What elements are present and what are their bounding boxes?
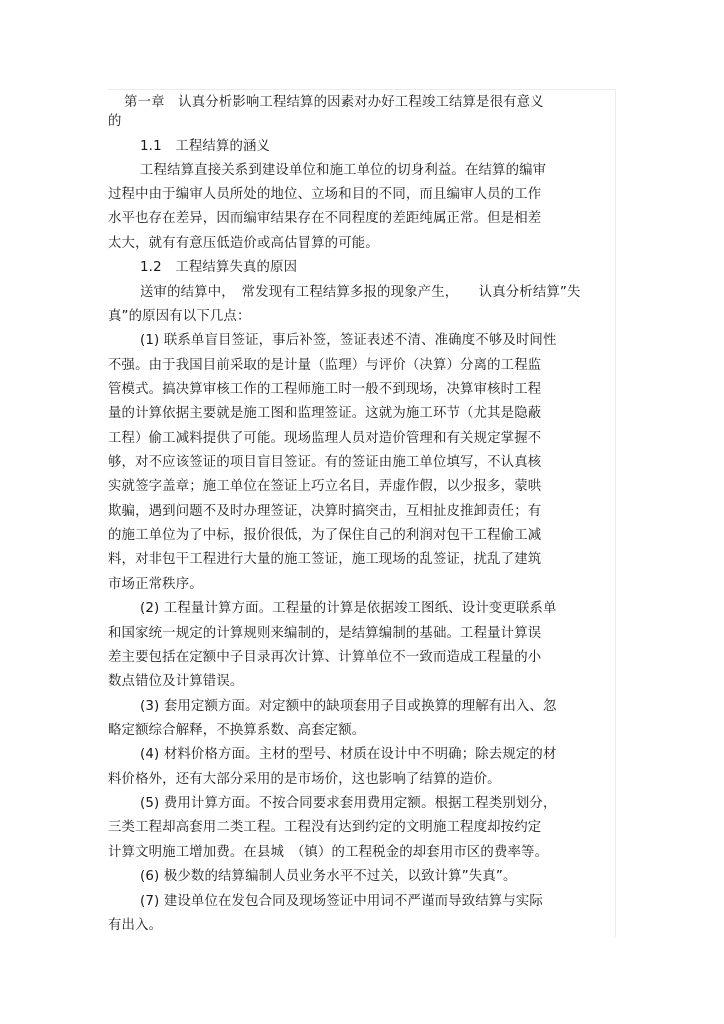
- list-item-line: 够，对不应该签证的项目盲目签证。有的签证由施工单位填写，不认真核: [108, 455, 542, 470]
- paragraph-line: 工程结算直接关系到建设单位和施工单位的切身利益。在结算的编审: [140, 163, 547, 178]
- list-item-line: 量的计算依据主要就是施工图和监理签证。这就为施工环节（尤其是隐蔽: [108, 406, 542, 421]
- list-item-line: (1) 联系单盲目签证，事后补签，签证表述不清、准确度不够及时间性: [140, 333, 557, 348]
- chapter-title-continued: 的: [108, 114, 122, 129]
- paragraph-line: 真”的原因有以下几点：: [108, 309, 251, 324]
- list-item-line: 的施工单位为了中标，报价很低，为了保住自己的利润对包干工程偷工减: [108, 528, 542, 543]
- list-item-line: 计算文明施工增加费。在县城 （镇）的工程税金的却套用市区的费率等。: [108, 845, 549, 860]
- list-item-line: 市场正常秩序。: [108, 577, 203, 592]
- page-right-rule: [615, 89, 616, 937]
- list-item-line: (4) 材料价格方面。主材的型号、材质在设计中不明确；除去规定的材: [140, 747, 557, 762]
- chapter-title: 第一章 认真分析影响工程结算的因素对办好工程竣工结算是很有意义: [124, 95, 544, 110]
- page-top-rule: [108, 89, 616, 90]
- list-item-line: (2) 工程量计算方面。工程量的计算是依据竣工图纸、设计变更联系单: [140, 601, 557, 616]
- paragraph-line: 水平也存在差异，因而编审结果存在不同程度的差距纯属正常。但是相差: [108, 211, 542, 226]
- list-item-line: 料，对非包干工程进行大量的施工签证，施工现场的乱签证，扰乱了建筑: [108, 552, 542, 567]
- list-item-line: 实就签字盖章；施工单位在签证上巧立名目，弄虚作假，以少报多，蒙哄: [108, 479, 542, 494]
- list-item-line: 料价格外，还有大部分采用的是市场价，这也影响了结算的造价。: [108, 772, 501, 787]
- section-heading-1-1: 1.1 工程结算的涵义: [140, 139, 271, 154]
- list-item-line: 数点错位及计算错误。: [108, 674, 244, 689]
- list-item-line: 欺骗，遇到问题不及时办理签证，决算时搞突击，互相扯皮推卸责任；有: [108, 504, 542, 519]
- list-item-line: 工程）偷工减料提供了可能。现场监理人员对造价管理和有关规定掌握不: [108, 431, 542, 446]
- list-item-line: 略定额综合解释，不换算系数、高套定额。: [108, 723, 366, 738]
- list-item-line: (6) 极少数的结算编制人员业务水平不过关，以致计算”失真”。: [140, 869, 517, 884]
- list-item-line: 不强。由于我国目前采取的是计量（监理）与评价（决算）分离的工程监: [108, 358, 542, 373]
- section-heading-1-2: 1.2 工程结算失真的原因: [140, 260, 298, 275]
- list-item-line: 差主要包括在定额中子目录再次计算、计算单位不一致而造成工程量的小: [108, 650, 542, 665]
- list-item-line: 和国家统一规定的计算规则来编制的，是结算编制的基础。工程量计算误: [108, 626, 542, 641]
- list-item-line: 管模式。搞决算审核工作的工程师施工时一般不到现场，决算审核时工程: [108, 382, 542, 397]
- paragraph-line: 太大，就有有意压低造价或高估冒算的可能。: [108, 236, 379, 251]
- list-item-line: (5) 费用计算方面。不按合同要求套用费用定额。根据工程类别划分，: [140, 796, 557, 811]
- paragraph-line: 送审的结算中， 常发现有工程结算多报的现象产生， 认真分析结算”失: [140, 285, 581, 300]
- list-item-line: 有出入。: [108, 918, 163, 933]
- paragraph-line: 过程中由于编审人员所处的地位、立场和目的不同，而且编审人员的工作: [108, 187, 542, 202]
- list-item-line: 三类工程却高套用二类工程。工程没有达到约定的文明施工程度却按约定: [108, 820, 542, 835]
- list-item-line: (3) 套用定额方面。对定额中的缺项套用子目或换算的理解有出入、忽: [140, 699, 557, 714]
- list-item-line: (7) 建设单位在发包合同及现场签证中用词不严谨而导致结算与实际: [140, 894, 543, 909]
